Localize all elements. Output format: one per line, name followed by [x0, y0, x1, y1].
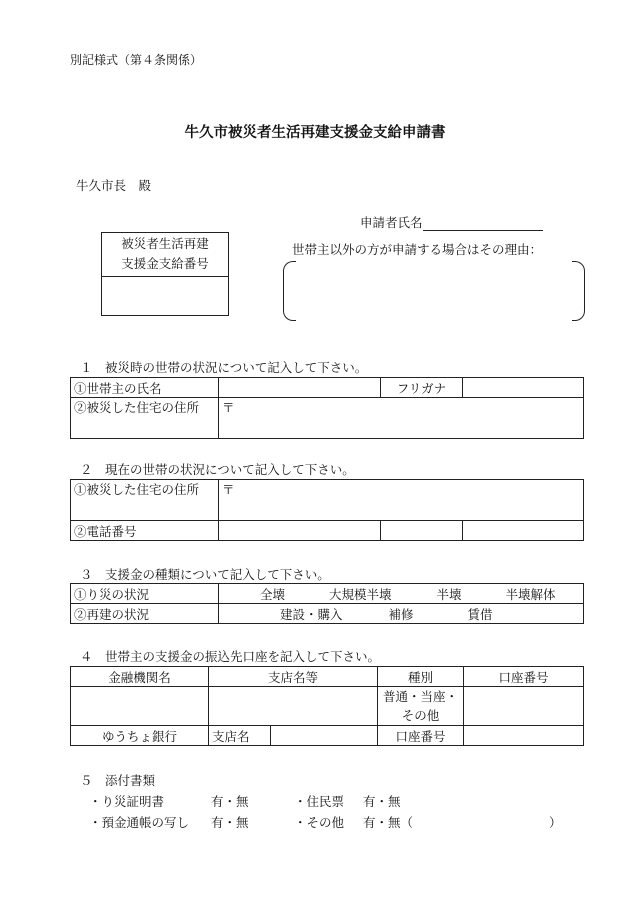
damage-opt-half[interactable]: 半壊: [436, 586, 462, 602]
bank-col-header: 金融機関名: [71, 667, 209, 687]
rebuild-options[interactable]: [219, 604, 584, 624]
applicant-name-field[interactable]: [423, 216, 543, 231]
reason-label: 世帯主以外の方が申請する場合はその理由：: [292, 242, 543, 257]
furigana-field[interactable]: [463, 378, 584, 398]
phone-field-1[interactable]: [219, 521, 381, 541]
applicant-name-label: 申請者氏名: [360, 215, 423, 230]
section5-heading: ５ 添付書類: [80, 773, 156, 788]
section2-table: [70, 479, 584, 541]
applicant-name-row: [360, 213, 543, 231]
furigana-label: フリガナ: [381, 378, 463, 398]
yucho-label: ゆうちょ銀行: [71, 726, 209, 746]
damage-opt-full[interactable]: 全壊: [260, 586, 286, 602]
head-name-field[interactable]: [219, 378, 381, 398]
phone-field-2[interactable]: [381, 521, 463, 541]
reason-field[interactable]: [297, 262, 567, 318]
yucho-branch-label: 支店名: [209, 726, 271, 746]
damage-label: ①り災の状況: [71, 584, 219, 604]
postal-mark-2: 〒: [222, 482, 235, 497]
attachment-disaster-cert-choice[interactable]: 有・無: [211, 794, 249, 809]
rebuild-opt-rent[interactable]: 賃借: [467, 606, 493, 622]
attachment-resident-card-choice[interactable]: 有・無: [363, 794, 401, 809]
head-name-label: ①世帯主の氏名: [71, 378, 219, 398]
rebuild-opt-build[interactable]: 建設・購入: [280, 606, 343, 622]
phone-field-3[interactable]: [463, 521, 584, 541]
bank-field[interactable]: [71, 687, 209, 726]
attachment-disaster-cert: ・り災証明書: [89, 794, 165, 809]
postal-mark: 〒: [222, 400, 235, 415]
addressee: 牛久市長 殿: [76, 178, 152, 193]
section2-heading: ２ 現在の世帯の状況について記入して下さい。: [80, 462, 355, 477]
damage-opt-half-demolish[interactable]: 半壊解体: [505, 586, 556, 602]
type-col-header: 種別: [378, 667, 464, 687]
attachment-other-choice[interactable]: 有・無（: [363, 815, 414, 830]
branch-field[interactable]: [209, 687, 378, 726]
attachment-resident-card: ・住民票: [294, 794, 345, 809]
attachment-other-close: ）: [549, 815, 562, 830]
support-number-field[interactable]: [102, 277, 228, 316]
section3-table: [70, 583, 584, 624]
section1-table: [70, 377, 584, 439]
reason-bracket-left: [283, 261, 296, 321]
section3-heading: ３ 支援金の種類について記入して下さい。: [80, 567, 330, 582]
section1-heading: １ 被災時の世帯の状況について記入して下さい。: [80, 360, 368, 375]
rebuild-label: ②再建の状況: [71, 604, 219, 624]
yucho-account-label: 口座番号: [378, 726, 464, 746]
account-type-options[interactable]: 普通・当座・ その他: [378, 687, 464, 726]
current-address-field[interactable]: [219, 480, 584, 521]
phone-label: ②電話番号: [71, 521, 219, 541]
attachment-passbook: ・預金通帳の写し: [89, 815, 190, 830]
account-col-header: 口座番号: [464, 667, 584, 687]
account-number-field[interactable]: [464, 687, 584, 726]
attachment-passbook-choice[interactable]: 有・無: [211, 815, 249, 830]
reason-bracket-right: [572, 261, 585, 321]
damage-options[interactable]: [219, 584, 584, 604]
form-reference: 別記様式（第４条関係）: [70, 53, 203, 67]
section4-heading: ４ 世帯主の支援金の振込先口座を記入して下さい。: [80, 649, 381, 664]
attachment-other: ・その他: [294, 815, 345, 830]
page-title: 牛久市被災者生活再建支援金支給申請書: [184, 124, 446, 141]
support-number-label: 被災者生活再建 支援金支給番号: [102, 233, 228, 277]
damage-opt-large[interactable]: 大規模半壊: [329, 586, 392, 602]
disaster-address-label: ②被災した住宅の住所: [71, 398, 219, 439]
branch-col-header: 支店名等: [209, 667, 378, 687]
section4-table: [70, 666, 584, 746]
disaster-address-field[interactable]: [219, 398, 584, 439]
yucho-account-field[interactable]: [464, 726, 584, 746]
yucho-branch-field[interactable]: [271, 726, 378, 746]
current-address-label: ①被災した住宅の住所: [71, 480, 219, 521]
rebuild-opt-repair[interactable]: 補修: [388, 606, 414, 622]
support-number-box: [101, 232, 229, 316]
